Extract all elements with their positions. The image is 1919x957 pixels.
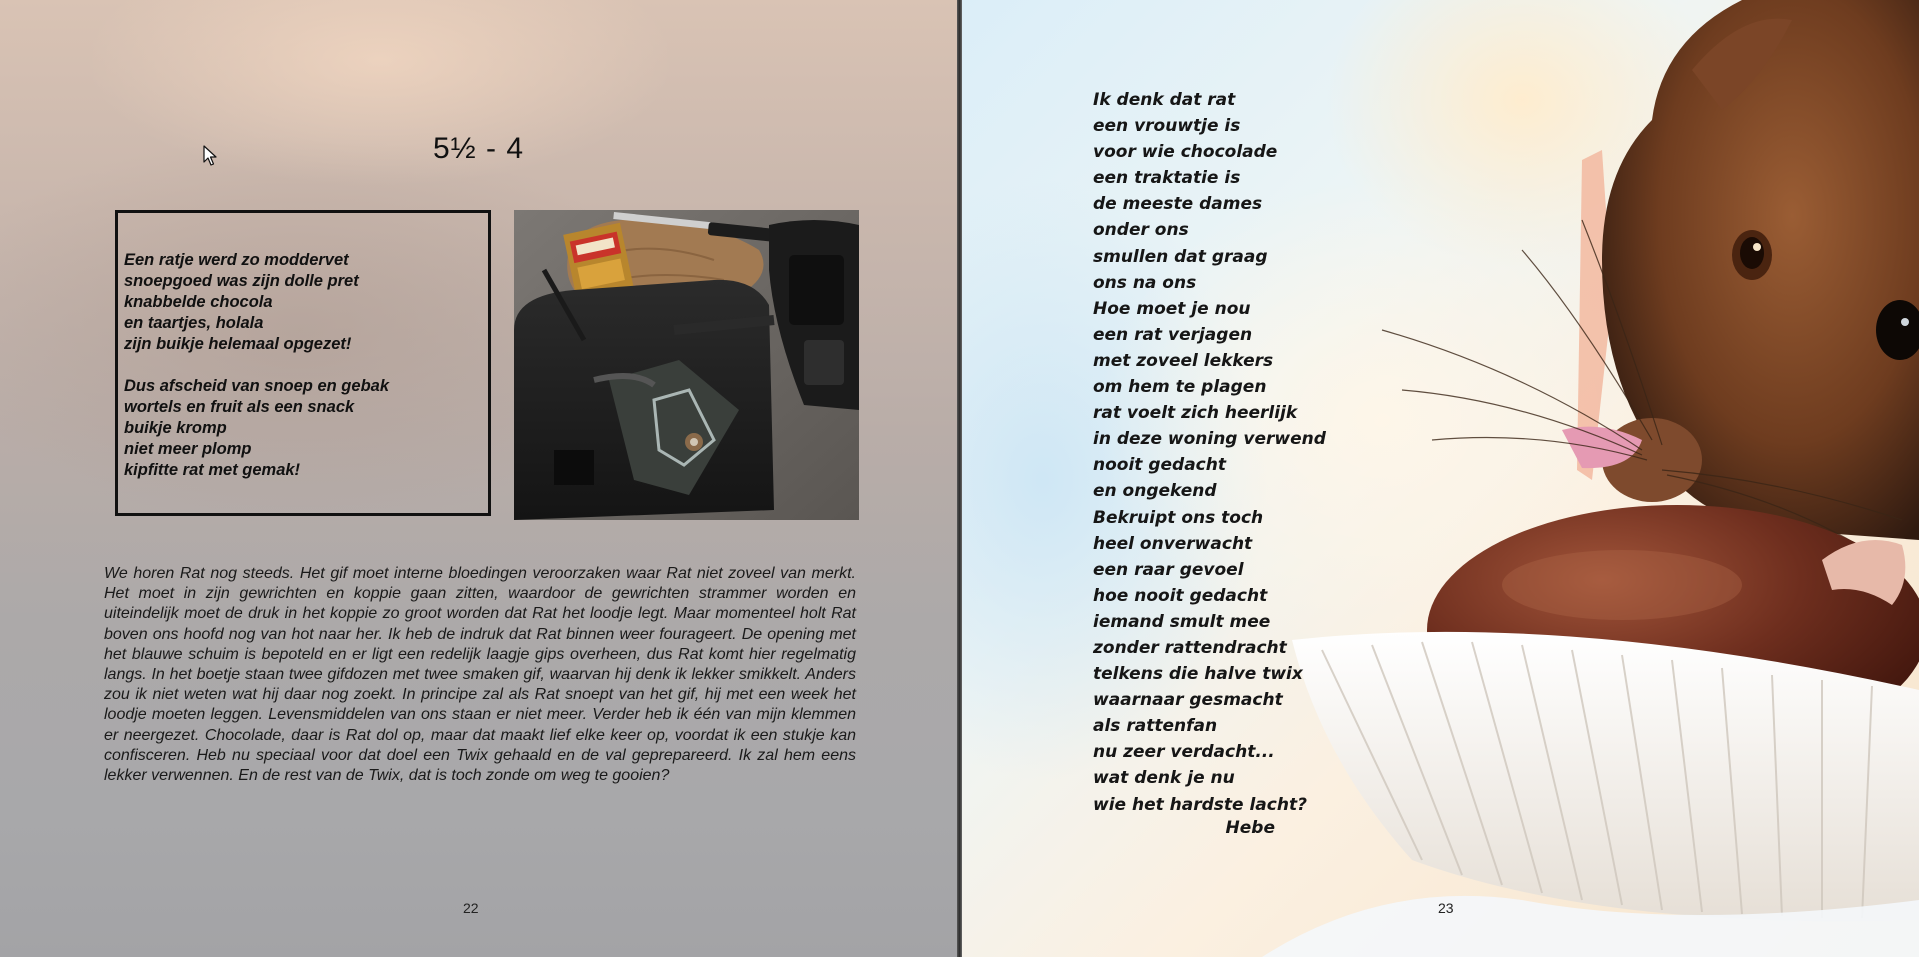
rat-trap-illustration: [514, 210, 859, 520]
poem-line: waarnaar gesmacht: [1093, 690, 1283, 711]
mouse-pointer-icon: [203, 145, 217, 167]
poem-line: voor wie chocolade: [1093, 142, 1278, 163]
page-right: [962, 0, 1919, 957]
stanza-break: [124, 355, 389, 376]
poem-line: en taartjes, holala: [124, 314, 264, 332]
poem-line: Hoe moet je nou: [1093, 298, 1251, 319]
poem-line: nu zeer verdacht...: [1093, 742, 1275, 763]
page-number-right: 23: [1438, 900, 1454, 916]
poem-line: wat denk je nu: [1093, 768, 1235, 789]
story-paragraph: We horen Rat nog steeds. Het gif moet interne bloedingen veroorzaken waar Rat niet zoveel van merkt. Het moet in zijn gewrichten en koppie gaan zitten, waardoor de gewrichten strammer worden en uiteindelijk moet de druk in het koppie zo groot worden dat Rat het loodje legt. Maar momenteel holt Rat boven ons hoofd nog van hot naar her. Ik heb de indruk dat Rat binnen weer fourageert. De opening met het blauwe schuim is bepoteld en er ligt een redelijk laagje gips overheen, dus Rat komt hier regelmatig langs. In het boetje staan twee gifdozen met twee smaken gif, waarvan hij denk ik lekker smikkelt. Anders zou ik niet weten wat hij daar nog zoekt. In principe zal als Rat snoept van het gif, hij met een week het loodje moeten leggen. Levensmiddelen van ons staan er niet meer. Verder heb ik één van mijn klemmen er neergezet. Chocolade, daar is Rat dol op, maar dat maakt lief elke keer op, voordat ik een stukje kan confisceren. Heb nu speciaal voor dat doel een Twix gehaald en de val geprepareerd. Ik zal hem eens lekker verwennen. En de rest van de Twix, dat is toch zonde om weg te gooien?: [104, 565, 856, 785]
poem-line: nooit gedacht: [1093, 455, 1226, 476]
poem-line: heel onverwacht: [1093, 533, 1253, 554]
right-poem: [1093, 87, 1326, 818]
poem-line: buikje kromp: [124, 419, 227, 437]
poem-line: zijn buikje helemaal opgezet!: [124, 335, 352, 353]
poem-line: een vrouwtje is: [1093, 116, 1241, 137]
poem-line: een traktatie is: [1093, 168, 1241, 189]
poem-box: [115, 210, 491, 516]
rat-trap-photo: [514, 210, 859, 520]
poem-line: in deze woning verwend: [1093, 429, 1326, 450]
poem-line: niet meer plomp: [124, 440, 252, 458]
page-heading: 5½ - 4: [432, 132, 525, 165]
poem-line: een raar gevoel: [1093, 559, 1244, 580]
poem-line: ons na ons: [1093, 272, 1197, 293]
poem-line: rat voelt zich heerlijk: [1093, 403, 1298, 424]
poem-line: hoe nooit gedacht: [1093, 585, 1268, 606]
author-signature: Hebe: [1225, 818, 1275, 838]
page-number-left: 22: [463, 900, 479, 916]
poem-line: snoepgoed was zijn dolle pret: [124, 272, 359, 290]
poem-line: met zoveel lekkers: [1093, 350, 1274, 371]
poem-line: een rat verjagen: [1093, 324, 1253, 345]
poem-line: om hem te plagen: [1093, 377, 1267, 398]
poem-line: telkens die halve twix: [1093, 664, 1303, 685]
poem-line: de meeste dames: [1093, 194, 1263, 215]
poem-line: Ik denk dat rat: [1093, 90, 1236, 110]
poem-line: en ongekend: [1093, 481, 1217, 502]
poem-line: knabbelde chocola: [124, 293, 273, 311]
poem-line: Bekruipt ons toch: [1093, 507, 1264, 528]
poem-line: als rattenfan: [1093, 716, 1218, 737]
poem-line: Een ratje werd zo moddervet: [124, 251, 349, 269]
poem-line: Dus afscheid van snoep en gebak: [124, 377, 389, 395]
poem-line: onder ons: [1093, 220, 1189, 241]
poem-line: iemand smult mee: [1093, 611, 1271, 632]
poem-line: wortels en fruit als een snack: [124, 398, 355, 416]
left-poem: [124, 250, 389, 481]
poem-line: zonder rattendracht: [1093, 637, 1287, 658]
poem-line: wie het hardste lacht?: [1093, 794, 1307, 815]
poem-line: smullen dat graag: [1093, 246, 1268, 267]
page-left: [0, 0, 957, 957]
poem-line: kipfitte rat met gemak!: [124, 461, 301, 479]
